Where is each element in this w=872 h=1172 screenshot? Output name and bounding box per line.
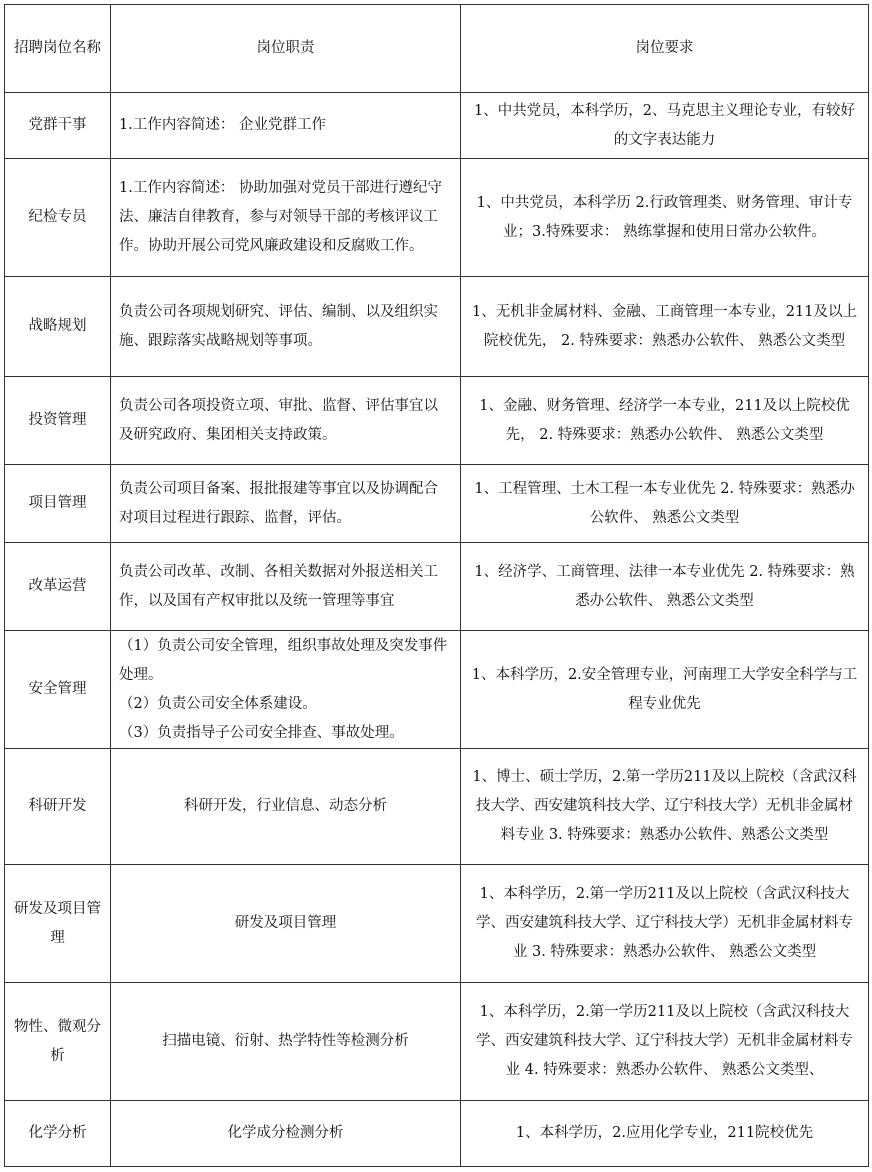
requirement-cell: 1、博士、硕士学历，2.第一学历211及以上院校（含武汉科技大学、西安建筑科技大学、辽宁科技大学）无机非金属材料专业 3. 特殊要求：熟悉办公软件、熟悉公文类型: [461, 749, 869, 865]
position-cell: 党群干事: [5, 93, 111, 159]
header-responsibility: 岗位职责: [111, 5, 461, 93]
table-row: [5, 93, 869, 159]
responsibility-item: （1）负责公司安全管理，组织事故处理及突发事件处理。: [119, 637, 448, 683]
requirement-cell: 1、本科学历，2.第一学历211及以上院校（含武汉科技大学、西安建筑科技大学、辽宁科技大学）无机非金属材料专业 4. 特殊要求：熟悉办公软件、 熟悉公文类型、: [461, 983, 869, 1101]
position-cell: 安全管理: [5, 631, 111, 749]
table-row: [5, 159, 869, 277]
requirement-cell: 1、工程管理、土木工程一本专业优先 2. 特殊要求：熟悉办公软件、 熟悉公文类型: [461, 465, 869, 543]
table-row: [5, 377, 869, 465]
table-row: [5, 749, 869, 865]
table-row: [5, 631, 869, 749]
position-cell: 战略规划: [5, 277, 111, 377]
position-cell: 科研开发: [5, 749, 111, 865]
recruitment-table: [4, 4, 869, 1167]
header-position: 招聘岗位名称: [5, 5, 111, 93]
responsibility-cell: 研发及项目管理: [111, 865, 461, 983]
responsibility-cell: 负责公司各项投资立项、审批、监督、评估事宜以及研究政府、集团相关支持政策。: [111, 377, 461, 465]
position-cell: 改革运营: [5, 543, 111, 631]
table-row: [5, 465, 869, 543]
requirement-cell: 1、本科学历，2.第一学历211及以上院校（含武汉科技大学、西安建筑科技大学、辽宁科技大学）无机非金属材料专业 3. 特殊要求：熟悉办公软件、 熟悉公文类型: [461, 865, 869, 983]
responsibility-cell: 负责公司各项规划研究、评估、编制、以及组织实施、跟踪落实战略规划等事项。: [111, 277, 461, 377]
position-cell: 投资管理: [5, 377, 111, 465]
responsibility-cell: 1.工作内容简述： 协助加强对党员干部进行遵纪守法、廉洁自律教育，参与对领导干部的考核评议工作。协助开展公司党风廉政建设和反腐败工作。: [111, 159, 461, 277]
requirement-cell: 1、中共党员，本科学历，2、马克思主义理论专业，有较好的文字表达能力: [461, 93, 869, 159]
header-requirement: 岗位要求: [461, 5, 869, 93]
position-cell: 物性、微观分析: [5, 983, 111, 1101]
table-row: [5, 983, 869, 1101]
requirement-cell: 1、中共党员，本科学历 2.行政管理类、财务管理、审计专业；3.特殊要求： 熟练掌握和使用日常办公软件。: [461, 159, 869, 277]
responsibility-cell: 负责公司改革、改制、各相关数据对外报送相关工作，以及国有产权审批以及统一管理等事宜: [111, 543, 461, 631]
table-row: [5, 865, 869, 983]
responsibility-cell: 扫描电镜、衍射、热学特性等检测分析: [111, 983, 461, 1101]
requirement-cell: 1、本科学历，2.应用化学专业，211院校优先: [461, 1101, 869, 1167]
table-row: [5, 543, 869, 631]
responsibility-item: （2）负责公司安全体系建设。: [119, 695, 317, 712]
requirement-cell: 1、本科学历，2.安全管理专业，河南理工大学安全科学与工程专业优先: [461, 631, 869, 749]
responsibility-cell: 科研开发，行业信息、动态分析: [111, 749, 461, 865]
requirement-cell: 1、金融、财务管理、经济学一本专业，211及以上院校优先， 2. 特殊要求：熟悉办公软件、 熟悉公文类型: [461, 377, 869, 465]
position-cell: 化学分析: [5, 1101, 111, 1167]
requirement-cell: 1、经济学、工商管理、法律一本专业优先 2. 特殊要求：熟悉办公软件、 熟悉公文类型: [461, 543, 869, 631]
responsibility-cell: 1.工作内容简述： 企业党群工作: [111, 93, 461, 159]
position-cell: 纪检专员: [5, 159, 111, 277]
position-cell: 项目管理: [5, 465, 111, 543]
table-row: [5, 1101, 869, 1167]
header-row: [5, 5, 869, 93]
responsibility-item: （3）负责指导子公司安全排查、事故处理。: [119, 724, 404, 741]
requirement-cell: 1、无机非金属材料、金融、工商管理一本专业，211及以上院校优先， 2. 特殊要求：熟悉办公软件、 熟悉公文类型: [461, 277, 869, 377]
position-cell: 研发及项目管理: [5, 865, 111, 983]
responsibility-cell: 化学成分检测分析: [111, 1101, 461, 1167]
responsibility-cell: 负责公司项目备案、报批报建等事宜以及协调配合对项目过程进行跟踪、监督，评估。: [111, 465, 461, 543]
table-row: [5, 277, 869, 377]
responsibility-cell: [111, 631, 461, 749]
